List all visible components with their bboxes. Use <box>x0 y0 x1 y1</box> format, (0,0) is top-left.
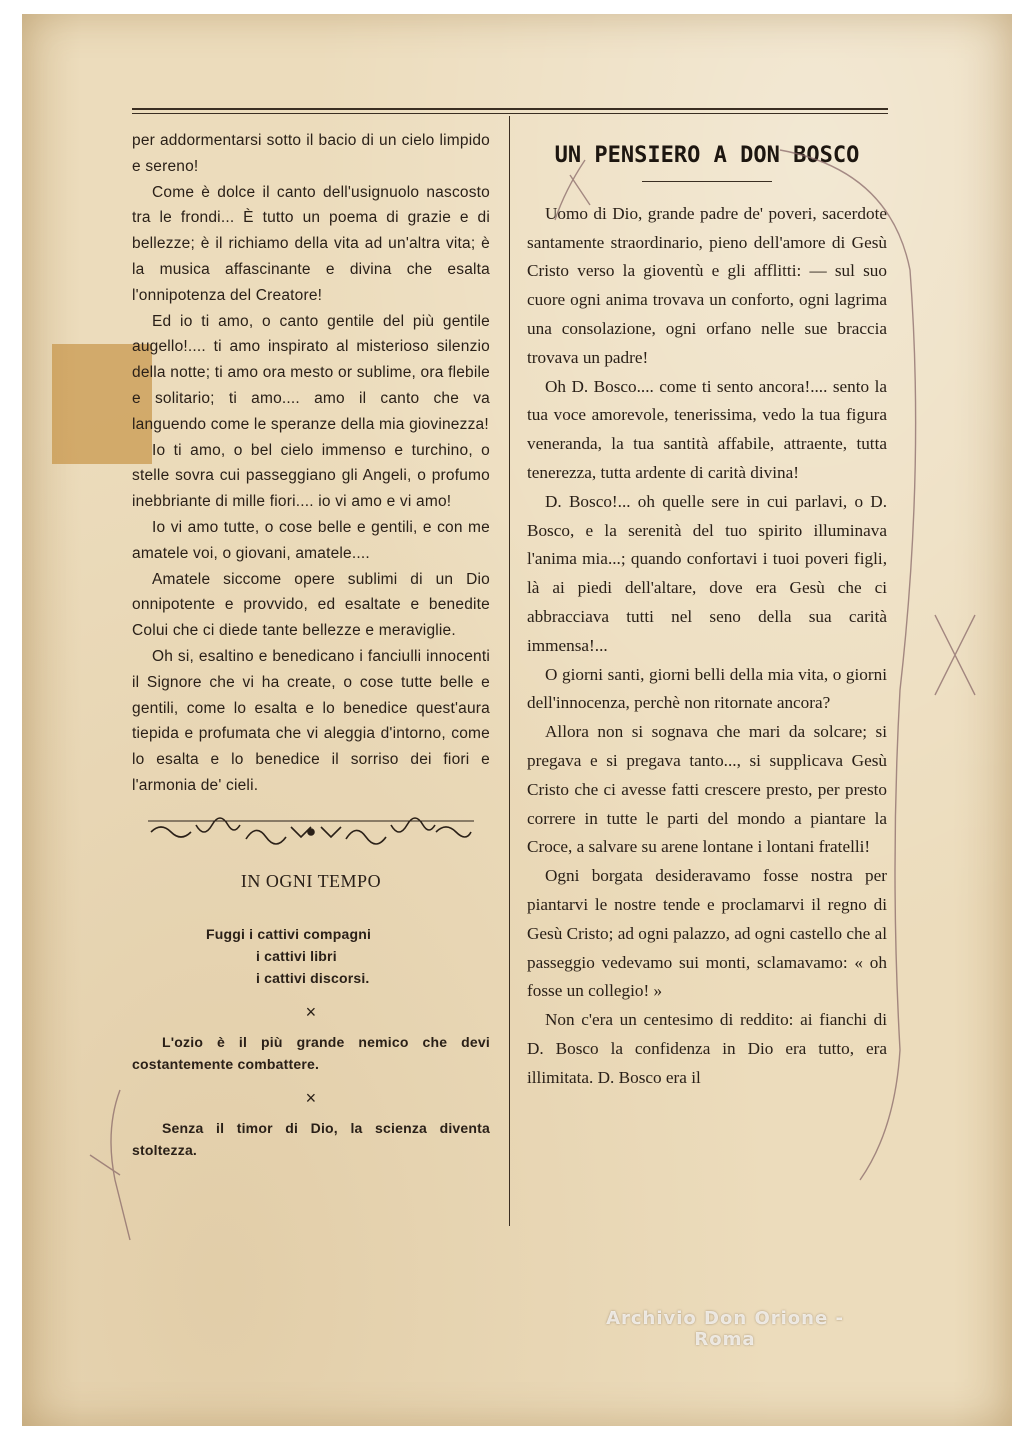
right-paragraph: Oh D. Bosco.... come ti sento ancora!.... sento la tua voce amorevole, tenerissima, vedo la tua figura veneranda, la tua santità affabile, attraente, tutta tenerezza, tutta ardente di carità divina! <box>527 376 887 482</box>
left-paragraph: Io vi amo tutte, o cose belle e gentili, e con me amatele voi, o giovani, amatele.... <box>132 518 490 562</box>
cross-separator: × <box>305 1001 317 1022</box>
left-paragraph: Ed io ti amo, o canto gentile del più gentile augello!.... ti amo inspirato al misterioso silenzio della notte; ti amo ora mesto or sublime, ora flebile e solitario; ti amo.... amo il canto che va languendo come le speranze della mia giovinezza! <box>132 312 490 433</box>
title-rule <box>642 181 772 182</box>
right-paragraph: D. Bosco!... oh quelle sere in cui parlavi, o D. Bosco, e la serenità del tuo spirito illuminava l'anima mia...; quando confortavi i tuoi poveri figli, là ai piedi dell'altare, dove era Gesù che ci abbracciava tutti nel seno della sua carità immensa!... <box>527 491 887 655</box>
left-paragraph: Come è dolce il canto dell'usignuolo nascosto tra le frondi... È tutto un poema di grazie e di bellezze; è il richiamo della vita ad un'altra vita; è la musica affascinante e divina che esalta l'onnipotenza del Creatore! <box>132 183 490 304</box>
left-paragraph: Oh si, esaltino e benedicano i fanciulli innocenti il Signore che vi ha create, o cose tutte belle e gentili, come lo esalta e lo benedice quest'aura tiepida e profumata che vi aleggia d'intorno, come lo esalta e lo benedice il sorriso dei fiori e l'armonia de' cieli. <box>132 647 490 794</box>
right-paragraph: Uomo di Dio, grande padre de' poveri, sacerdote santamente straordinario, pieno dell'amore di Gesù Cristo verso la gioventù e gli afflitti: — sul suo cuore ogni anima trovava un conforto, ogni lagrima una consolazione, ogni orfano nelle sue braccia trovava un padre! <box>527 203 887 367</box>
left-paragraph: Io ti amo, o bel cielo immenso e turchino, o stelle sovra cui passeggiano gli Angeli, o profumo inebbriante di mille fiori.... io vi amo e vi amo! <box>132 441 490 511</box>
maxim-2: L'ozio è il più grande nemico che devi costantemente combattere. <box>132 1033 490 1072</box>
maxim-3: Senza il timor di Dio, la scienza diventa stoltezza. <box>132 1119 490 1158</box>
left-column <box>132 128 490 1161</box>
right-column <box>527 128 887 1093</box>
right-paragraph: Non c'era un centesimo di reddito: ai fianchi di D. Bosco la confidenza in Dio era tutto, era illimitata. D. Bosco era il <box>527 1010 887 1087</box>
maxim-1 <box>206 923 490 989</box>
column-divider <box>509 116 510 1226</box>
section-title: IN OGNI TEMPO <box>240 870 382 891</box>
cross-separator: × <box>305 1087 317 1108</box>
right-paragraph: Allora non si sognava che mari da solcare; si pregava e si pregava tanto..., si supplicava Gesù Cristo che ci avesse fatti crescere presto, per presto correre in tutte le parti del mondo a piantare la Croce, a salvare su arene lontane i lontani fratelli! <box>527 722 887 857</box>
ornament-divider <box>146 817 476 847</box>
top-rule <box>132 108 888 114</box>
right-paragraph: Ogni borgata desideravamo fosse nostra per piantarvi le nostre tende e proclamarvi il regno di Gesù Cristo; ad ogni palazzo, ad ogni castello che al passeggio vedevamo sui monti, sclamavamo: « oh fosse un collegio! » <box>527 866 887 1001</box>
archive-watermark: Archivio Don Orione - Roma <box>606 1308 844 1350</box>
left-paragraph: per addormentarsi sotto il bacio di un cielo limpido e sereno! <box>132 132 490 175</box>
right-paragraph: O giorni santi, giorni belli della mia vita, o giorni dell'innocenza, perchè non ritornate ancora? <box>527 664 887 713</box>
left-paragraph: Amatele siccome opere sublimi di un Dio onnipotente e provvido, ed esaltate e benedite Colui che ci diede tante bellezze e meraviglie. <box>132 570 490 640</box>
maxim-line: i cattivi discorsi. <box>256 969 370 986</box>
maxim-line: Fuggi i cattivi compagni <box>206 925 372 942</box>
article-title: UN PENSIERO A DON BOSCO <box>554 143 860 168</box>
maxim-line: i cattivi libri <box>256 947 337 964</box>
maxims-block <box>132 923 490 1161</box>
